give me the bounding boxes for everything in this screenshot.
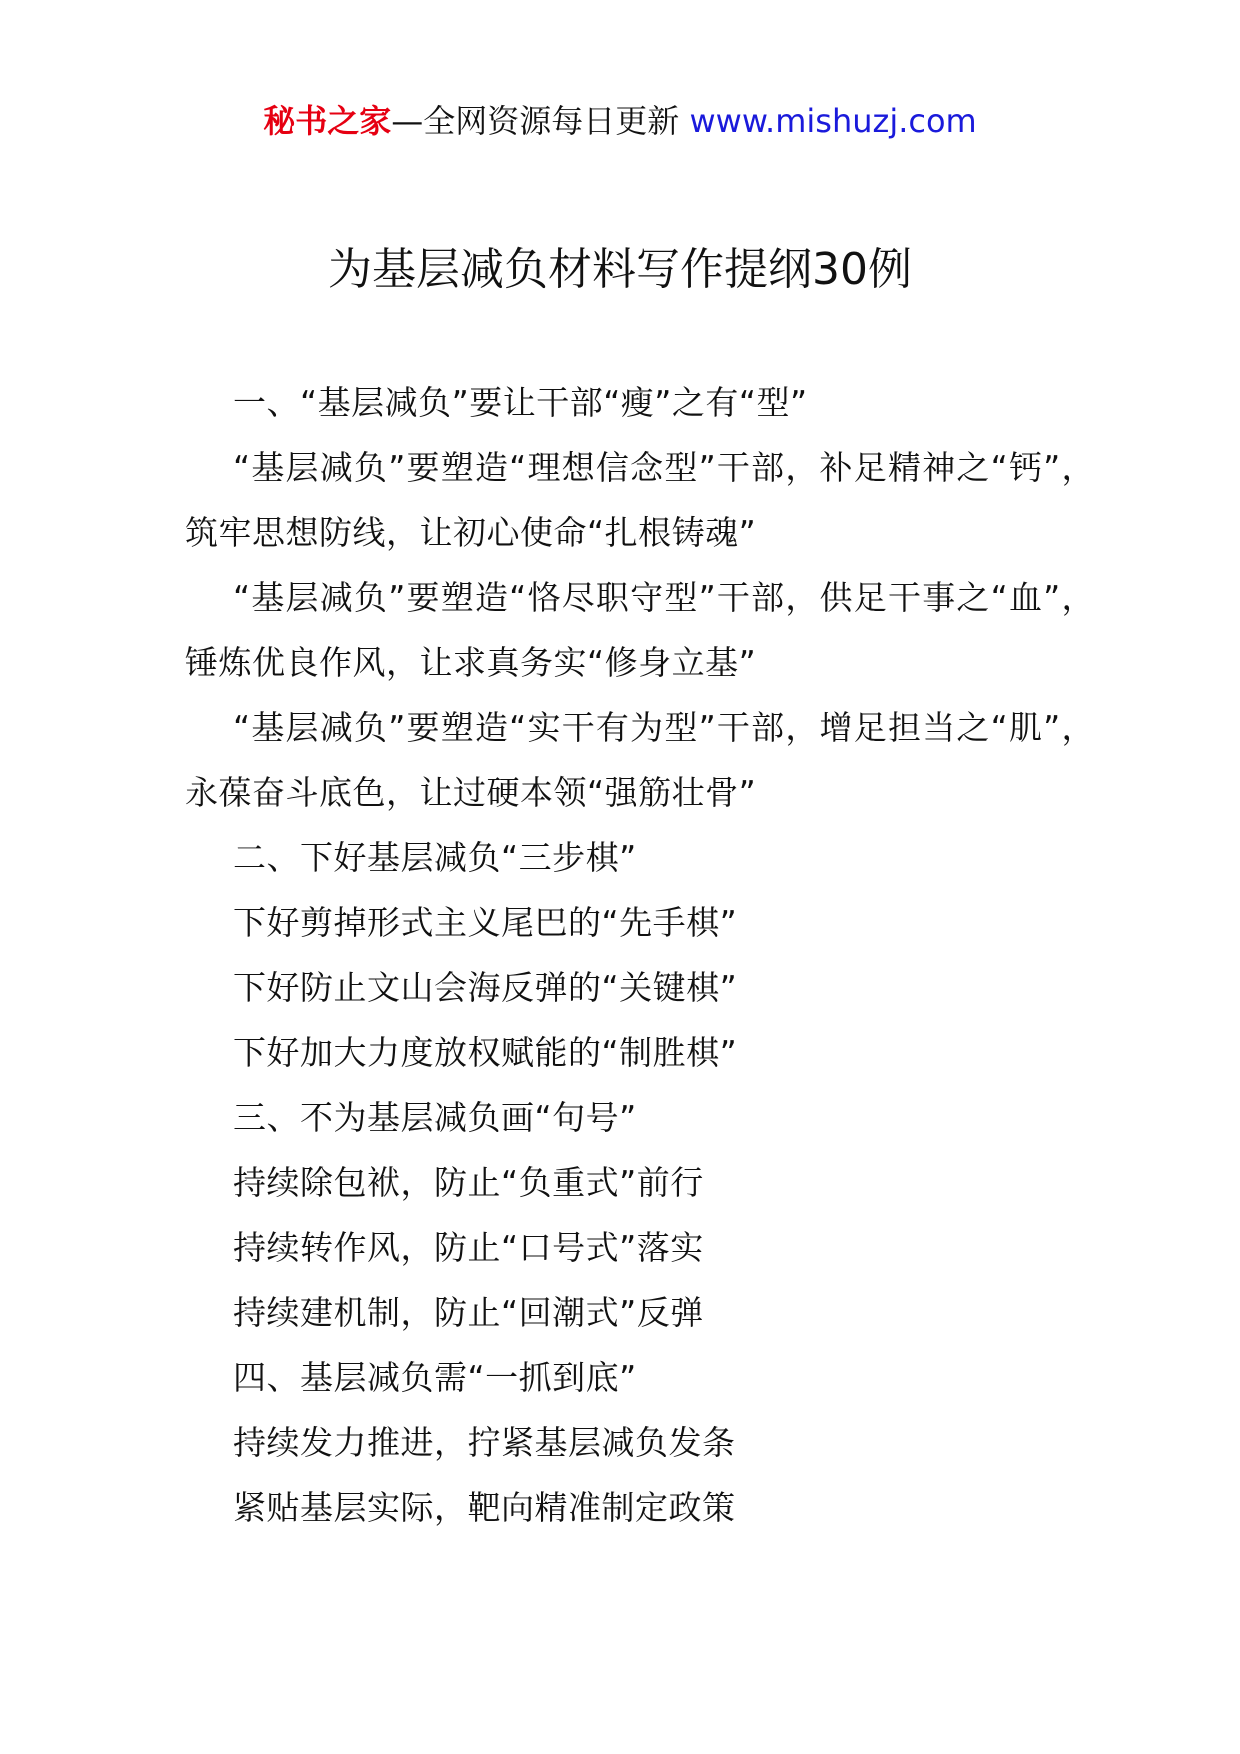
heading-section-3: 三、不为基层减负画“句号” — [233, 1098, 637, 1137]
site-banner — [0, 98, 1240, 144]
paragraph: “基层减负”要塑造“理想信念型”干部，补足精神之“钙”，筑牢思想防线，让初心使命“扎根铸魂” — [185, 448, 1095, 552]
paragraph: 持续发力推进，拧紧基层减负发条 — [233, 1423, 736, 1462]
paragraph: 下好剪掉形式主义尾巴的“先手棋” — [233, 903, 738, 942]
paragraph: 紧贴基层实际，靶向精准制定政策 — [233, 1488, 736, 1527]
document-title: 为基层减负材料写作提纲30例 — [328, 244, 912, 295]
document-body — [185, 370, 1095, 1540]
site-url-link[interactable]: www.mishuzj.com — [689, 102, 977, 140]
site-brand: 秘书之家 — [263, 102, 392, 140]
paragraph: “基层减负”要塑造“恪尽职守型”干部，供足干事之“血”，锤炼优良作风，让求真务实“修身立基” — [185, 578, 1095, 682]
paragraph: “基层减负”要塑造“实干有为型”干部，增足担当之“肌”，永葆奋斗底色，让过硬本领“强筋壮骨” — [185, 708, 1095, 812]
heading-section-1: 一、“基层减负”要让干部“瘦”之有“型” — [233, 383, 808, 422]
paragraph: 下好加大力度放权赋能的“制胜棋” — [233, 1033, 738, 1072]
paragraph: 持续转作风，防止“口号式”落实 — [233, 1228, 704, 1267]
site-tagline: —全网资源每日更新 — [391, 102, 680, 140]
heading-section-2: 二、下好基层减负“三步棋” — [233, 838, 637, 877]
paragraph: 下好防止文山会海反弹的“关键棋” — [233, 968, 738, 1007]
heading-section-4: 四、基层减负需“一抓到底” — [233, 1358, 637, 1397]
paragraph: 持续建机制，防止“回潮式”反弹 — [233, 1293, 704, 1332]
paragraph: 持续除包袱，防止“负重式”前行 — [233, 1163, 704, 1202]
